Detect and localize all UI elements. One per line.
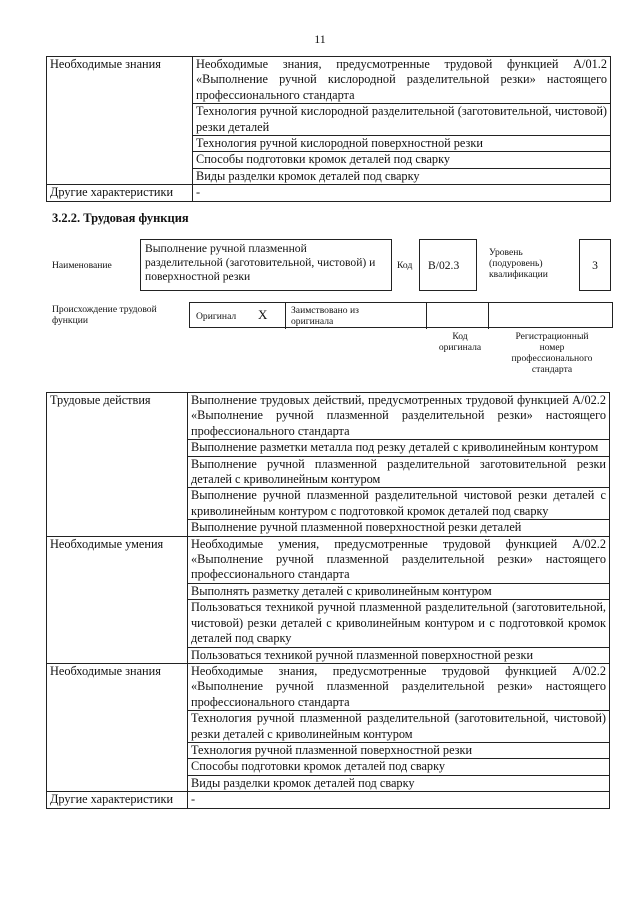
origin-divider-3	[488, 303, 489, 329]
row-item: Выполнение ручной плазменной разделительной заготовительной резки деталей с криволинейным контуром	[188, 456, 610, 488]
row-item: -	[188, 792, 610, 808]
section-heading: 3.2.2. Трудовая функция	[52, 211, 189, 225]
row-item: Необходимые умения, предусмотренные трудовой функцией A/02.2 «Выполнение ручной плазменной разделительной резки» настоящего профессионального стандарта	[188, 536, 610, 583]
code-value-box	[419, 239, 477, 291]
table-row	[47, 663, 610, 710]
row-item: Технология ручной плазменной разделительной (заготовительной, чистовой) резки деталей с криволинейным контуром	[188, 711, 610, 743]
name-label: Наименование	[52, 260, 112, 271]
original-label: Оригинал	[196, 311, 237, 322]
row-item: Пользоваться техникой ручной плазменной поверхностной резки	[188, 647, 610, 663]
origin-divider-1	[285, 303, 286, 329]
row-label: Другие характеристики	[47, 185, 193, 201]
code-value: B/02.3	[428, 259, 460, 272]
table-row	[47, 185, 611, 201]
row-item: -	[193, 185, 611, 201]
page-number: 11	[314, 32, 326, 46]
original-mark: X	[258, 307, 268, 322]
origin-divider-2	[426, 303, 427, 329]
row-item: Технология ручной плазменной поверхностной резки	[188, 742, 610, 758]
row-item: Способы подготовки кромок деталей под сварку	[193, 152, 611, 168]
row-label: Необходимые умения	[47, 536, 188, 663]
row-item: Виды разделки кромок деталей под сварку	[188, 775, 610, 791]
table-row	[47, 57, 611, 104]
row-label: Другие характеристики	[47, 792, 188, 808]
row-item: Выполнение ручной плазменной разделительной чистовой резки деталей с криволинейным контуром с подготовкой кромок деталей под сварку	[188, 488, 610, 520]
row-item: Выполнение трудовых действий, предусмотренных трудовой функцией A/02.2 «Выполнение ручной плазменной разделительной резки» настоящего профессионального стандарта	[188, 393, 610, 440]
borrowed-label: Заимствовано из оригинала	[291, 305, 359, 327]
row-item: Необходимые знания, предусмотренные трудовой функцией A/02.2 «Выполнение ручной плазменной разделительной резки» настоящего профессионального стандарта	[188, 663, 610, 710]
reg-number-label: Регистрационный номер профессионального стандарта	[511, 331, 593, 375]
row-item: Выполнение разметки металла под резку деталей с криволинейным контуром	[188, 440, 610, 456]
level-value: 3	[592, 259, 598, 272]
row-item: Выполнение ручной плазменной поверхностной резки деталей	[188, 520, 610, 536]
table-row	[47, 393, 610, 440]
row-item: Способы подготовки кромок деталей под сварку	[188, 759, 610, 775]
row-label: Трудовые действия	[47, 393, 188, 537]
level-label: Уровень (подуровень) квалификации	[489, 247, 548, 280]
row-label: Необходимые знания	[47, 663, 188, 791]
name-value-box	[140, 239, 392, 291]
labor-function-table-b02	[46, 392, 610, 809]
row-label: Необходимые знания	[47, 57, 193, 185]
row-item: Выполнять разметку деталей с криволинейным контуром	[188, 583, 610, 599]
code-label: Код	[397, 260, 413, 271]
origin-row	[189, 302, 613, 328]
row-item: Виды разделки кромок деталей под сварку	[193, 168, 611, 184]
row-item: Технология ручной кислородной разделительной (заготовительной, чистовой) резки деталей	[193, 104, 611, 136]
origin-code-label: Код оригинала	[438, 331, 482, 353]
level-value-box	[579, 239, 611, 291]
table-row	[47, 536, 610, 583]
name-value: Выполнение ручной плазменной разделительной (заготовительной, чистовой) и поверхностной резки	[145, 242, 376, 284]
knowledge-table-a01	[46, 56, 611, 202]
row-item: Пользоваться техникой ручной плазменной разделительной (заготовительной, чистовой) резки деталей с криволинейным контуром и с подготовкой кромок деталей под сварку	[188, 600, 610, 647]
row-item: Технология ручной кислородной поверхностной резки	[193, 136, 611, 152]
origin-label: Происхождение трудовой функции	[52, 304, 157, 326]
table-row	[47, 792, 610, 808]
row-item: Необходимые знания, предусмотренные трудовой функцией A/01.2 «Выполнение ручной кислородной разделительной резки» настоящего профессионального стандарта	[193, 57, 611, 104]
